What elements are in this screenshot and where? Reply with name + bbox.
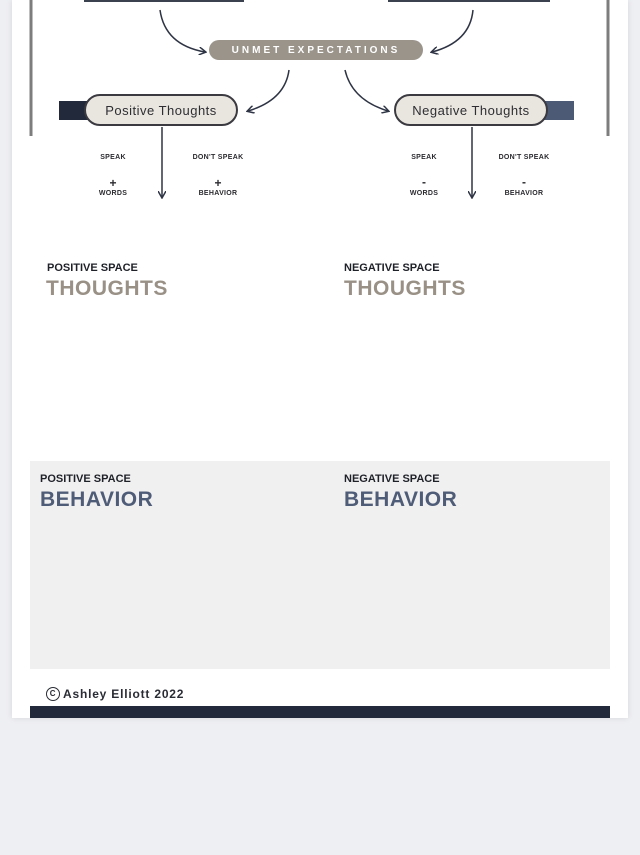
- left-speak-label: SPEAK: [100, 154, 126, 161]
- copyright-line: [46, 687, 184, 701]
- unmet-expectations-pill: UNMET EXPECTATIONS: [209, 40, 423, 60]
- arrow-to-negative: [345, 70, 388, 111]
- positive-thoughts-section-label: POSITIVE SPACE: [47, 262, 138, 274]
- footer-bar: [30, 706, 610, 718]
- positive-behavior-section-title: BEHAVIOR: [40, 488, 154, 511]
- right-speak-symbol: -: [422, 175, 426, 189]
- left-behavior-label: BEHAVIOR: [198, 190, 238, 197]
- arrow-into-unmet-left: [160, 10, 205, 52]
- right-speak-label: SPEAK: [411, 154, 437, 161]
- left-speak-symbol: +: [109, 176, 117, 190]
- right-words-label: WORDS: [409, 190, 439, 197]
- right-behavior-label: BEHAVIOR: [504, 190, 544, 197]
- copyright-text: Ashley Elliott 2022: [63, 687, 185, 701]
- left-words-label: WORDS: [98, 190, 128, 197]
- arrow-into-unmet-right: [432, 10, 473, 52]
- positive-behavior-section-label: POSITIVE SPACE: [40, 473, 131, 485]
- negative-thoughts-section-title: THOUGHTS: [344, 277, 466, 300]
- negative-behavior-section-title: BEHAVIOR: [344, 488, 458, 511]
- negative-thoughts-section-label: NEGATIVE SPACE: [344, 262, 440, 274]
- negative-thoughts-pill: Negative Thoughts: [394, 94, 548, 126]
- negative-behavior-section-label: NEGATIVE SPACE: [344, 473, 440, 485]
- copyright-icon: C: [46, 687, 60, 701]
- positive-thoughts-section-title: THOUGHTS: [46, 277, 168, 300]
- right-dont-speak-label: DON'T SPEAK: [498, 154, 550, 161]
- right-dont-speak-symbol: -: [522, 175, 526, 189]
- arrow-to-positive: [248, 70, 289, 111]
- left-dont-speak-symbol: +: [214, 176, 222, 190]
- positive-thoughts-pill: Positive Thoughts: [84, 94, 238, 126]
- left-dont-speak-label: DON'T SPEAK: [192, 154, 244, 161]
